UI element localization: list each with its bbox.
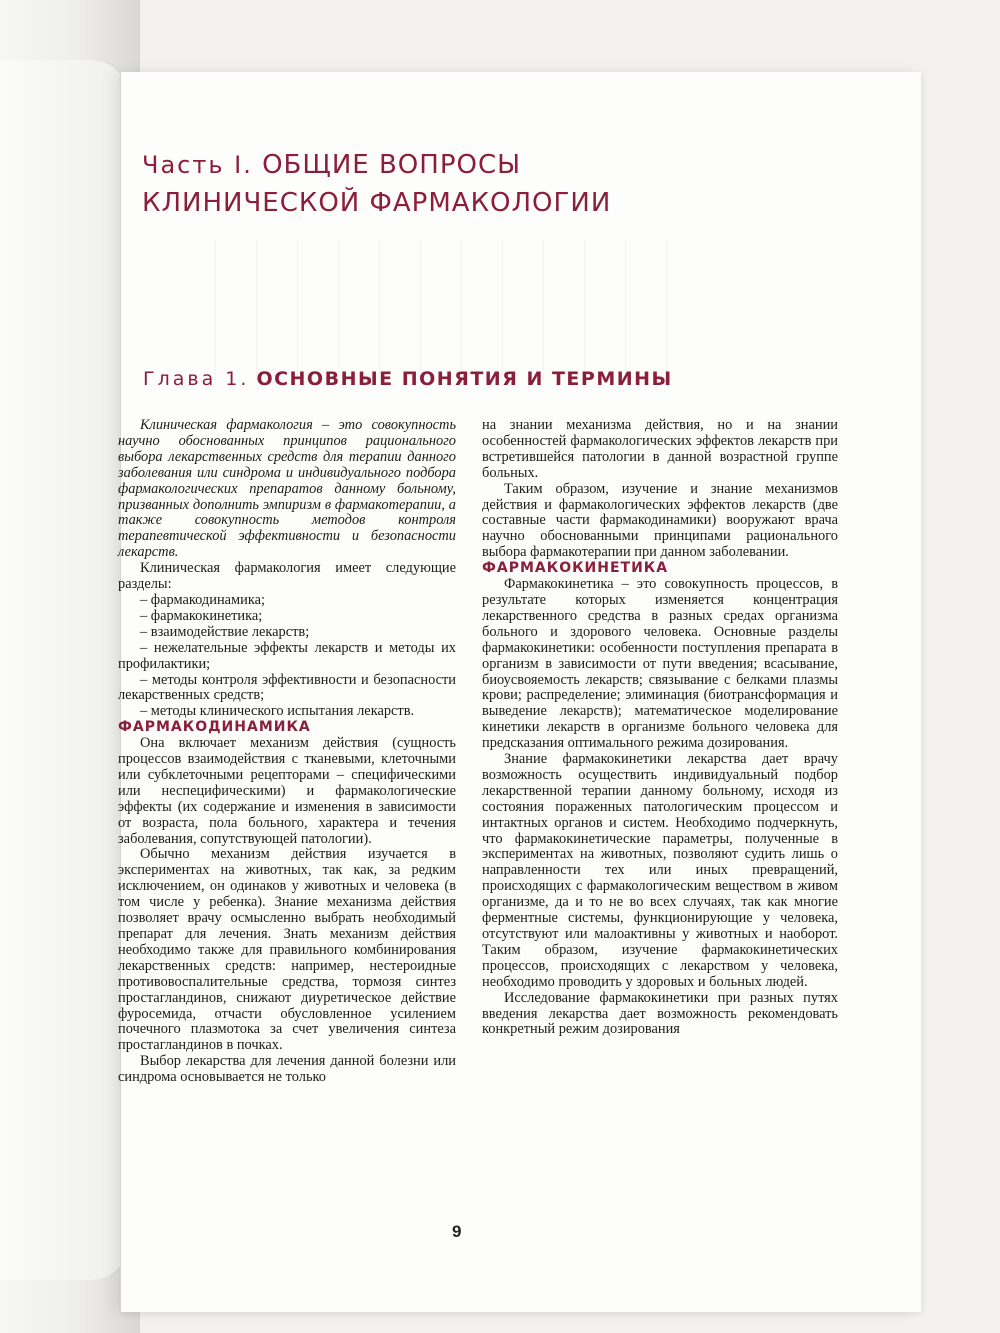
body-paragraph: Выбор лекарства для лечения данной болезни или синдрома основывается не только — [118, 1053, 456, 1086]
list-item: – фармакокинетика; — [140, 607, 263, 624]
list-item: – методы контроля эффективности и безопасности лекарственных средств; — [118, 671, 456, 704]
chapter-title — [143, 368, 683, 390]
definition-paragraph: Клиническая фармакология – это совокупность научно обоснованных принципов рационального выбора лекарственных средств для терапии данного заболевания или синдрома и индивидуального подбора фармакологических препаратов данному больному, призванных дополнить эмпиризм в фармакотерапии, а также совокупность методов контроля терапевтической эффективности и безопасности лекарств. — [118, 417, 456, 561]
left-column — [118, 418, 456, 1086]
list-item: – нежелательные эффекты лекарств и методы их профилактики; — [118, 639, 456, 672]
list-item: – методы клинического испытания лекарств. — [140, 703, 415, 720]
part-label: Часть I. — [142, 151, 253, 179]
right-column — [482, 418, 838, 1038]
pharmacodynamics-heading: ФАРМАКОДИНАМИКА — [118, 719, 311, 736]
list-item: – фармакодинамика; — [140, 591, 265, 608]
chapter-label: Глава 1. — [143, 368, 250, 390]
sections-list — [118, 593, 456, 720]
body-paragraph: Таким образом, изучение и знание механизмов действия и фармакологических эффектов лекарств (две составные части фармакодинамики) вооружают врача научно обоснованными принципами рационального выбора фармакотерапии при данном заболевании. — [482, 480, 838, 561]
part-title — [142, 146, 702, 223]
body-paragraph: Фармакокинетика – это совокупность процессов, в результате которых изменяется концентрация лекарственного средства в разных средах организма больного и здорового человека. Основные разделы фармакокинетики: особенности поступления препарата в организм в зависимости от пути введения; всасывание, биоусвояемость лекарств; связывание с белками плазмы крови; распределение; элиминация (биотрансформация и выведение лекарств); математическое моделирование кинетики лекарств в организме больного человека для предсказания оптимального режима дозирования. — [482, 576, 838, 752]
body-paragraph: на знании механизма действия, но и на знании особенностей фармакологических эффектов лекарств при встретившейся патологии в данной возрастной группе больных. — [482, 417, 838, 481]
page-number: 9 — [452, 1222, 462, 1241]
previous-page-edge — [0, 60, 131, 1280]
part-heading: ОБЩИЕ ВОПРОСЫ КЛИНИЧЕСКОЙ ФАРМАКОЛОГИИ — [142, 150, 612, 219]
body-paragraph: Исследование фармакокинетики при разных путях введения лекарства дает возможность рекомендовать конкретный режим дозирования — [482, 989, 838, 1038]
body-paragraph: Знание фармакокинетики лекарства дает врачу возможность осуществить индивидуальный подбор лекарственной терапии данному больному, исходя из состояния пораженных патологическим процессом и интактных органов и систем. Необходимо подчеркнуть, что фармакокинетические параметры, полученные в экспериментах на животных, позволяют судить лишь о направленности тех или иных превращений, происходящих с фармакологическим веществом в живом организме, да и то не во всех случаях, так как многие ферментные системы, функционирующие у человека, отсутствуют или малоактивны у животных и наоборот. Таким образом, изучение фармакокинетических процессов, происходящих с лекарством у человека, необходимо проводить у здоровых и больных людей. — [482, 751, 838, 990]
list-item: – взаимодействие лекарств; — [140, 623, 310, 640]
chapter-heading: ОСНОВНЫЕ ПОНЯТИЯ И ТЕРМИНЫ — [256, 368, 673, 390]
body-paragraph: Обычно механизм действия изучается в экспериментах на животных, так как, за редким исключением, он одинаков у животных и человека (в том числе у ребенка). Знание механизма действия позволяет врачу осмысленно выбрать необходимый препарат для лечения. Знать механизм действия необходимо также для правильного комбинирования лекарственных средств: например, нестероидные противовоспалительные средства, тормозя синтез простагландинов, снижают диуретическое действие фуросемида, отчасти обусловленное усилением почечного плазмотока за счет увеличения синтеза простагландинов в почках. — [118, 846, 456, 1054]
body-paragraph: Она включает механизм действия (сущность процессов взаимодействия с тканевыми, клеточными или субклеточными рецепторами – специфическими или неспецифическими) и фармакологические эффекты (их содержание и изменения в зависимости от возраста, пола больного, характера и течения заболевания, сопутствующей патологии). — [118, 735, 456, 847]
sections-intro: Клиническая фармакология имеет следующие разделы: — [118, 560, 456, 593]
show-through-print — [175, 240, 695, 380]
pharmacokinetics-heading: ФАРМАКОКИНЕТИКА — [482, 560, 669, 577]
